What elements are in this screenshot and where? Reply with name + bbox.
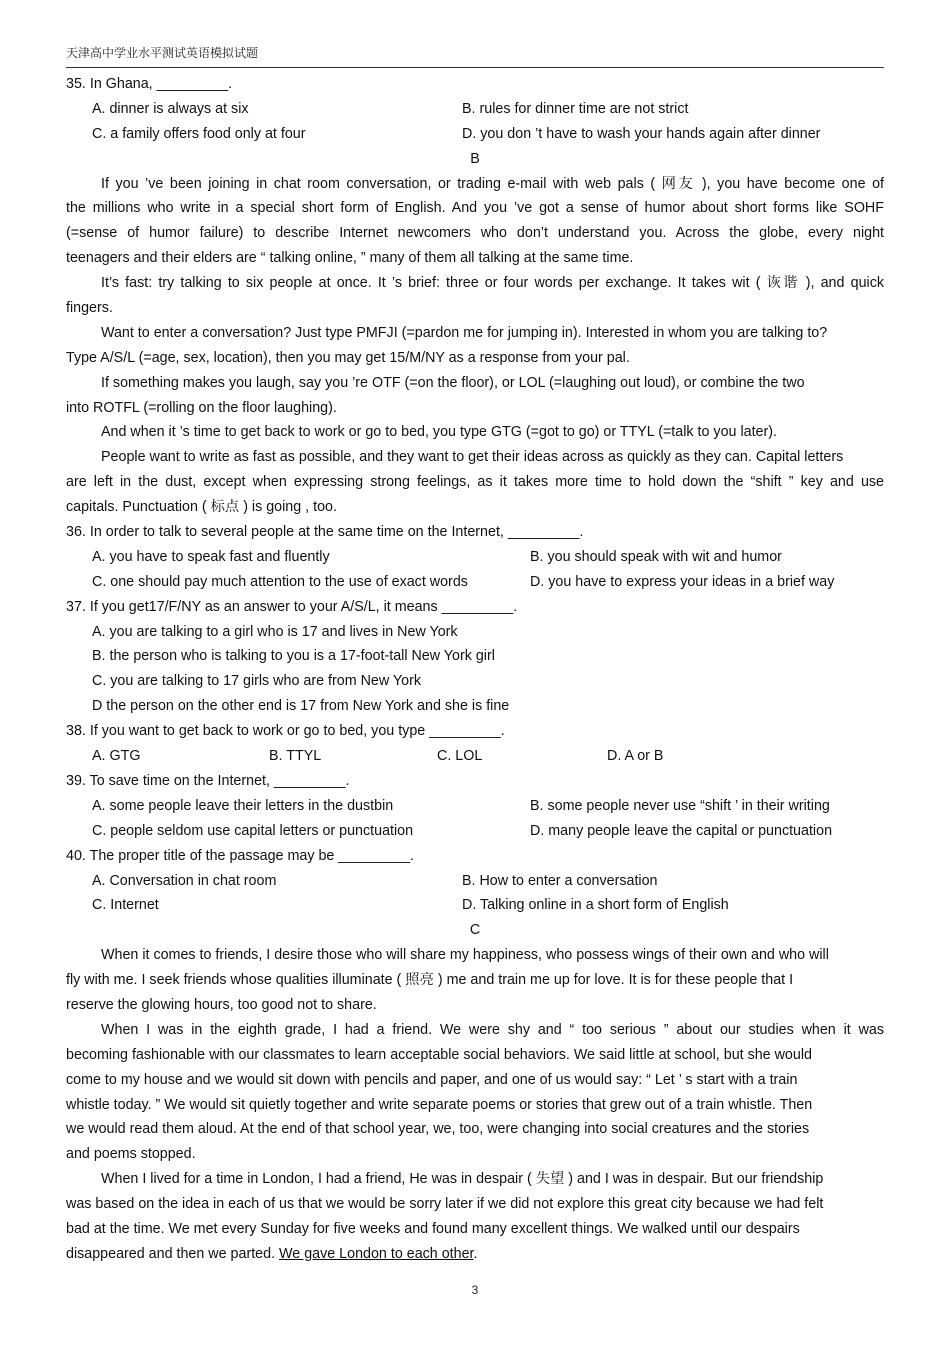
- question-39-options-row-2: [66, 819, 884, 844]
- paragraph-line: the millions who write in a special short form of English. And you ’ve got a sense of humor about short forms like SOHF: [66, 200, 884, 217]
- paragraph-line: It’s fast: try talking to six people at once. It ’s brief: three or four words per exchange. It takes wit ( 诙谐 ), and quick: [101, 275, 884, 292]
- option-d: D. you don ’t have to wash your hands again after dinner: [462, 125, 821, 142]
- paragraph-line: fly with me. I seek friends whose qualities illuminate ( 照亮 ) me and train me up for love. It is for these people that I: [66, 972, 794, 989]
- paragraph-line: bad at the time. We met every Sunday for five weeks and found many excellent things. We walked until our despairs: [66, 1220, 800, 1237]
- question-36-options-row-2: [66, 570, 884, 595]
- paragraph-line: whistle today. ” We would sit quietly together and write separate poems or stories that grew out of a train whistle. Then: [66, 1096, 813, 1113]
- question-40-stem: 40. The proper title of the passage may be _________.: [66, 847, 414, 864]
- option-c: C. Internet: [92, 897, 159, 914]
- paragraph-line: If something makes you laugh, say you ’re OTF (=on the floor), or LOL (=laughing out loud), or combine the two: [101, 374, 805, 391]
- header-divider: [66, 67, 884, 68]
- option-a: A. you are talking to a girl who is 17 and lives in New York: [92, 623, 458, 640]
- paragraph-line: Want to enter a conversation? Just type PMFJI (=pardon me for jumping in). Interested in whom you are talking to?: [101, 324, 828, 341]
- paragraph-line: When I was in the eighth grade, I had a friend. We were shy and “ too serious ” about our studies when it was: [101, 1021, 884, 1038]
- paragraph-line: People want to write as fast as possible, and they want to get their ideas across as quickly as they can. Capital letters: [101, 449, 844, 466]
- question-35-options-row-2: [66, 122, 884, 147]
- option-d: D. you have to express your ideas in a brief way: [530, 573, 835, 590]
- paragraph-line: becoming fashionable with our classmates to learn acceptable social behaviors. We said little at school, but she would: [66, 1046, 812, 1063]
- paragraph-line: When it comes to friends, I desire those who will share my happiness, who possess wings of their own and who will: [101, 947, 829, 964]
- document-body: [66, 72, 884, 1267]
- paragraph-line: If you ’ve been joining in chat room conversation, or trading e-mail with web pals ( 网友 ), you have become one of: [101, 175, 884, 192]
- question-40-options-row-2: [66, 893, 884, 918]
- option-b: B. rules for dinner time are not strict: [462, 100, 689, 117]
- paragraph-line: we would read them aloud. At the end of that school year, we, too, were changing into social creatures and the stories: [66, 1121, 810, 1138]
- question-39-stem: 39. To save time on the Internet, _________.: [66, 772, 350, 789]
- question-38-options-row: [66, 744, 884, 769]
- paragraph-line: come to my house and we would sit down with pencils and paper, and one of us would say: “ Let ’ s start with a train: [66, 1071, 798, 1088]
- option-b: B. the person who is talking to you is a 17-foot-tall New York girl: [92, 648, 495, 665]
- option-c: C. one should pay much attention to the use of exact words: [92, 573, 468, 590]
- option-d: D the person on the other end is 17 from New York and she is fine: [92, 698, 510, 715]
- paragraph-line: fingers.: [66, 300, 113, 317]
- option-b: B. you should speak with wit and humor: [530, 548, 782, 565]
- paragraph-line: reserve the glowing hours, too good not to share.: [66, 996, 377, 1013]
- option-b: B. TTYL: [269, 748, 322, 765]
- paragraph-line: and poems stopped.: [66, 1146, 196, 1163]
- option-a: A. dinner is always at six: [92, 100, 249, 117]
- section-c-heading: C: [469, 922, 481, 939]
- question-35-stem: 35. In Ghana, _________.: [66, 76, 233, 92]
- text-segment: disappeared and then we parted.: [66, 1245, 280, 1262]
- page-header: [66, 44, 884, 61]
- option-b: B. some people never use “shift ’ in their writing: [530, 797, 830, 814]
- paragraph-line: Type A/S/L (=age, sex, location), then you may get 15/M/NY as a response from your pal.: [66, 349, 630, 366]
- paragraph-line: was based on the idea in each of us that we would be sorry later if we did not explore this great city because we had felt: [66, 1196, 824, 1213]
- paragraph-line: capitals. Punctuation ( 标点 ) is going , too.: [66, 499, 337, 516]
- option-c: C. LOL: [437, 748, 483, 765]
- header-title: 天津高中学业水平测试英语模拟试题: [66, 46, 259, 60]
- option-d: D. many people leave the capital or punctuation: [530, 822, 833, 839]
- option-a: A. Conversation in chat room: [92, 872, 277, 889]
- paragraph-line: When I lived for a time in London, I had a friend, He was in despair ( 失望 ) and I was in despair. But our friendship: [101, 1171, 824, 1188]
- option-c: C. you are talking to 17 girls who are from New York: [92, 673, 421, 690]
- question-37-stem: 37. If you get17/F/NY as an answer to your A/S/L, it means _________.: [66, 598, 518, 615]
- paragraph-line-last: [66, 1242, 884, 1267]
- question-35-options-row-1: [66, 97, 884, 122]
- option-a: A. some people leave their letters in the dustbin: [92, 797, 394, 814]
- option-a: A. you have to speak fast and fluently: [92, 548, 330, 565]
- option-a: A. GTG: [92, 748, 141, 765]
- option-c: C. a family offers food only at four: [92, 125, 306, 142]
- question-39-options-row-1: [66, 794, 884, 819]
- paragraph-line: into ROTFL (=rolling on the floor laughing).: [66, 399, 337, 416]
- underlined-sentence: We gave London to each other: [279, 1245, 474, 1262]
- option-b: B. How to enter a conversation: [462, 872, 658, 889]
- text-segment: .: [473, 1245, 478, 1262]
- question-36-options-row-1: [66, 545, 884, 570]
- question-40-options-row-1: [66, 869, 884, 894]
- question-36-stem: 36. In order to talk to several people at the same time on the Internet, _________.: [66, 524, 584, 541]
- paragraph-line: (=sense of humor failure) to describe Internet newcomers who don’t understand you. Across the globe, every night: [66, 225, 884, 242]
- paragraph-line: teenagers and their elders are “ talking online, ” many of them all talking at the same time.: [66, 250, 634, 267]
- question-38-stem: 38. If you want to get back to work or go to bed, you type _________.: [66, 723, 505, 740]
- section-b-heading: B: [470, 150, 480, 167]
- option-d: D. Talking online in a short form of English: [462, 897, 729, 914]
- page-number: 3: [471, 1283, 479, 1297]
- option-c: C. people seldom use capital letters or punctuation: [92, 822, 414, 839]
- paragraph-line: And when it ’s time to get back to work or go to bed, you type GTG (=got to go) or TTYL (=talk to you later).: [101, 424, 777, 441]
- option-d: D. A or B: [607, 748, 664, 765]
- paragraph-line: are left in the dust, except when expressing strong feelings, as it takes more time to hold down the “shift ” key and use: [66, 474, 884, 491]
